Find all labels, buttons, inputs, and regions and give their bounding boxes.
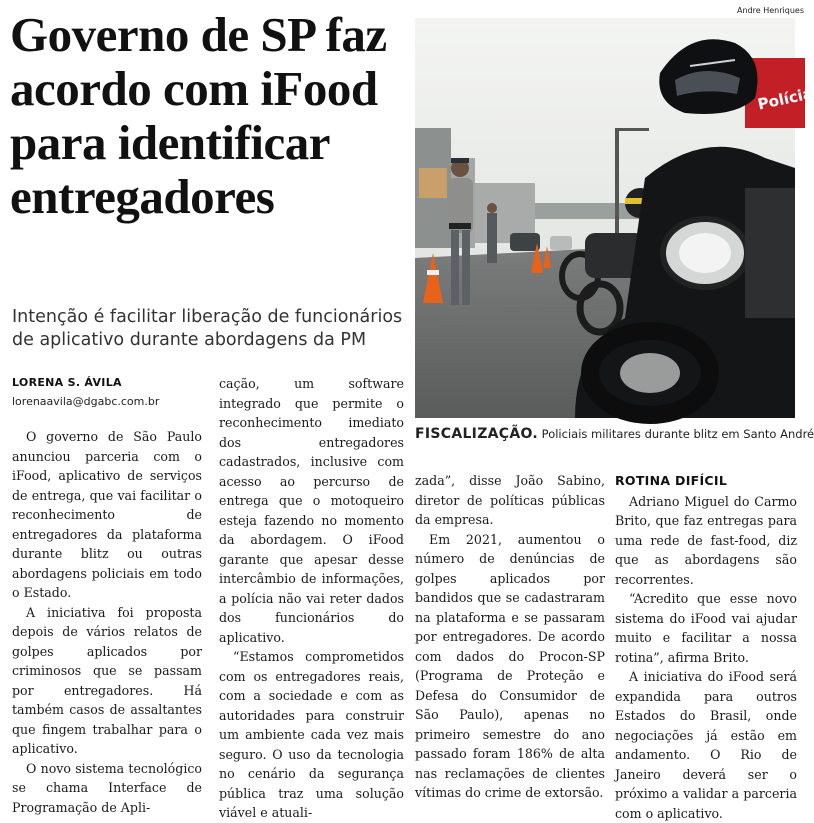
paragraph: A iniciativa do iFood será expandida para outros Estados do Brasil, onde negociações já estão em andamento. O Rio de Janeiro deverá ser o próximo a validar a parceria com o aplicativo. <box>615 669 797 821</box>
subheadline: Intenção é facilitar liberação de funcionários de aplicativo durante abordagens da PM <box>12 307 403 350</box>
paragraph: zada”, disse João Sabino, diretor de políticas públicas da empresa. <box>415 473 605 527</box>
paragraph: O novo sistema tecnológico se chama Interface de Programação de Apli- <box>12 760 202 815</box>
caption-label: FISCALIZAÇÃO. <box>415 426 539 442</box>
paragraph: “Estamos comprometidos com os entregadores reais, com a sociedade e com as autoridades para construir um ambiente cada vez mais seguro. O uso da tecnologia no cenário da segurança pública traz uma solução viável e atuali- <box>219 649 404 820</box>
headline: Governo de SP faz acordo com iFood para identificar entregadores <box>10 7 387 224</box>
paragraph: “Acredito que esse novo sistema do iFood vai ajudar muito e facilitar a nossa rotina”, afirma Brito. <box>615 591 797 665</box>
byline-author: LORENA S. ÁVILA <box>12 376 122 389</box>
text-column-1 <box>12 427 202 817</box>
police-blitz-illustration <box>415 18 814 418</box>
police-sign-text: Polícia <box>756 84 814 114</box>
paragraph: O governo de São Paulo anunciou parceria com o iFood, aplicativo de serviços de entrega, que vai facilitar o reconhecimento de entregadores da plataforma durante blitz ou outras abordagens policiais em todo o Estado. <box>12 429 202 600</box>
text-column-4 <box>615 471 797 823</box>
photo-caption <box>415 426 814 442</box>
byline-email: lorenaavila@dgabc.com.br <box>12 395 160 408</box>
article-photo <box>415 18 814 418</box>
paragraph: cação, um software integrado que permite o reconhecimento imediato dos entregadores cadastrados, inclusive com acesso ao percurso de entrega que o motoqueiro esteja fazendo no momento da abordagem. O iFood garante que apesar desse intercâmbio de informações, a polícia não vai reter dados dos funcionários do aplicativo. <box>219 376 404 645</box>
section-heading: ROTINA DIFÍCIL <box>615 473 728 488</box>
paragraph: Em 2021, aumentou o número de denúncias de golpes aplicados por bandidos que se cadastraram na plataforma e se passaram por entregadores. De acordo com dados do Procon-SP (Programa de Proteção e Defesa do Consumidor de São Paulo), apenas no primeiro semestre do ano passado foram 186% de alta nas reclamações de clientes vítimas do crime de extorsão. <box>415 531 605 800</box>
caption-text: Policiais militares durante blitz em Santo André <box>541 427 814 441</box>
text-column-3 <box>415 471 605 803</box>
text-column-2 <box>219 374 404 823</box>
paragraph: A iniciativa foi proposta depois de vários relatos de golpes aplicados por criminosos que se passam por entregadores. Há também casos de assaltantes que fingem trabalhar para o aplicativo. <box>12 604 202 756</box>
photo-credit: Andre Henriques <box>737 6 804 15</box>
paragraph: Adriano Miguel do Carmo Brito, que faz entregas para uma rede de fast-food, diz que as abordagens são recorrentes. <box>615 493 797 587</box>
